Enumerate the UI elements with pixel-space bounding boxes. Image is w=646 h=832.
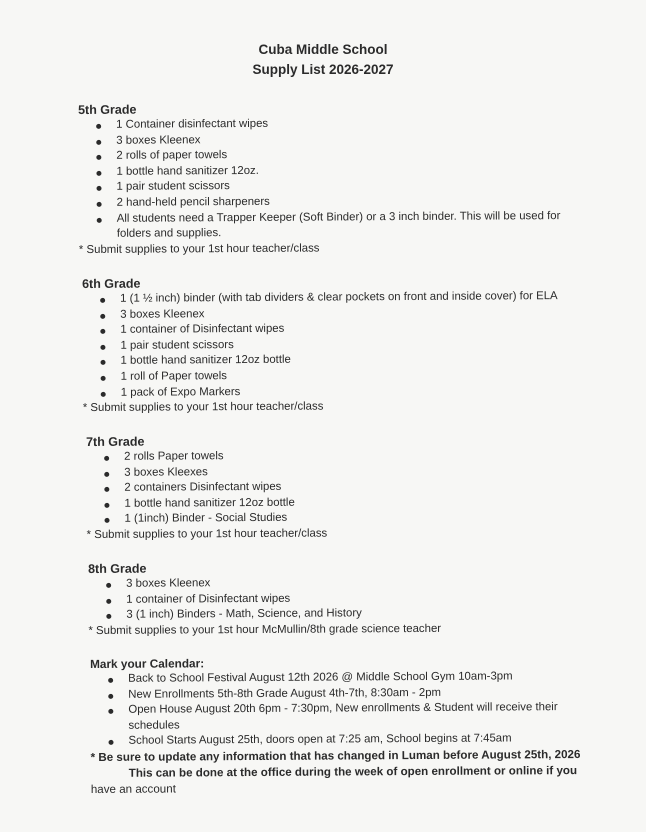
calendar-note-2: This can be done at the office during the week of open enrollment or online if you bbox=[128, 763, 578, 780]
list-item: School Starts August 25th, doors open at 7:25 am, School begins at 7:45am bbox=[90, 731, 600, 750]
list-item: 1 bottle hand sanitizer 12oz bottle bbox=[82, 351, 602, 370]
grade-6-note: * Submit supplies to your 1st hour teacher/class bbox=[82, 400, 324, 415]
bullet-icon bbox=[96, 155, 101, 160]
bullet-icon bbox=[97, 202, 102, 207]
list-item: 1 container of Disinfectant wipes bbox=[88, 590, 588, 609]
list-item: 1 pack of Expo Markers bbox=[83, 382, 603, 401]
list-item: 3 boxes Kleenex bbox=[82, 304, 602, 323]
school-name: Cuba Middle School bbox=[258, 42, 388, 57]
grade-7-heading: 7th Grade bbox=[86, 434, 145, 449]
list-item: 1 roll of Paper towels bbox=[83, 367, 603, 386]
grade-7-note: * Submit supplies to your 1st hour teacher/class bbox=[86, 527, 328, 541]
bullet-icon bbox=[100, 298, 105, 303]
grade-8-list bbox=[88, 574, 588, 624]
bullet-icon bbox=[104, 456, 109, 461]
list-item: 1 bottle hand sanitizer 12oz bottle bbox=[86, 494, 586, 513]
list-item: 3 boxes Kleenex bbox=[78, 130, 598, 149]
list-item: 1 pair student scissors bbox=[82, 336, 602, 355]
bullet-icon bbox=[96, 124, 101, 129]
list-item: 2 containers Disinfectant wipes bbox=[86, 478, 586, 497]
list-item: New Enrollments 5th-8th Grade August 4th-7th, 8:30am - 2pm bbox=[90, 684, 600, 703]
calendar-heading: Mark your Calendar: bbox=[90, 656, 205, 671]
bullet-icon bbox=[106, 614, 111, 619]
bullet-icon bbox=[108, 693, 113, 698]
list-item: 1 pair student scissors bbox=[78, 177, 598, 196]
bullet-icon bbox=[109, 740, 114, 745]
calendar-section bbox=[90, 653, 601, 798]
list-item: 1 bottle hand sanitizer 12oz. bbox=[78, 162, 598, 181]
bullet-icon bbox=[106, 583, 111, 588]
list-item: 3 boxes Kleexes bbox=[86, 463, 586, 482]
calendar-note-3: have an account bbox=[90, 782, 176, 796]
calendar-list bbox=[90, 669, 600, 750]
bullet-icon bbox=[104, 487, 109, 492]
grade-8-section bbox=[88, 558, 588, 639]
list-item: 1 (1 ½ inch) binder (with tab dividers & clear pockets on front and inside cover) for ELA bbox=[82, 289, 602, 308]
bullet-icon bbox=[96, 139, 101, 144]
list-item: Open House August 20th 6pm - 7:30pm, New enrollments & Student will receive their schedules bbox=[90, 700, 600, 734]
grade-5-heading: 5th Grade bbox=[78, 102, 137, 117]
bullet-icon bbox=[100, 329, 105, 334]
list-item: Back to School Festival August 12th 2026 @ Middle School Gym 10am-3pm bbox=[90, 669, 600, 688]
bullet-icon bbox=[96, 171, 101, 176]
bullet-icon bbox=[104, 471, 109, 476]
list-item: All students need a Trapper Keeper (Soft Binder) or a 3 inch binder. This will be used for folders and supplies. bbox=[79, 208, 599, 242]
list-item: 1 Container disinfectant wipes bbox=[78, 115, 598, 134]
bullet-icon bbox=[101, 391, 106, 396]
bullet-icon bbox=[100, 313, 105, 318]
bullet-icon bbox=[100, 345, 105, 350]
list-item: 3 boxes Kleenex bbox=[88, 574, 588, 593]
grade-8-heading: 8th Grade bbox=[88, 561, 147, 576]
page-title: Supply List 2026-2027 bbox=[252, 62, 394, 77]
bullet-icon bbox=[104, 503, 109, 508]
bullet-icon bbox=[101, 376, 106, 381]
list-item: 2 rolls of paper towels bbox=[78, 146, 598, 165]
grade-6-list bbox=[82, 289, 603, 401]
list-item: 3 (1 inch) Binders - Math, Science, and History bbox=[88, 605, 588, 624]
bullet-icon bbox=[101, 360, 106, 365]
grade-8-note: * Submit supplies to your 1st hour McMullin/8th grade science teacher bbox=[88, 622, 442, 637]
bullet-icon bbox=[97, 217, 102, 222]
bullet-icon bbox=[106, 598, 111, 603]
bullet-icon bbox=[97, 186, 102, 191]
bullet-icon bbox=[108, 709, 113, 714]
list-item: 2 hand-held pencil sharpeners bbox=[79, 193, 599, 212]
grade-5-note: * Submit supplies to your 1st hour teacher/class bbox=[78, 242, 320, 256]
calendar-note-1: * Be sure to update any information that has changed in Luman before August 25th, 2026 bbox=[90, 747, 581, 764]
bullet-icon bbox=[108, 678, 113, 683]
grade-6-heading: 6th Grade bbox=[82, 276, 141, 291]
grade-7-section bbox=[86, 431, 587, 544]
grade-6-section bbox=[82, 273, 603, 417]
list-item: 2 rolls Paper towels bbox=[86, 447, 586, 466]
bullet-icon bbox=[105, 518, 110, 523]
list-item: 1 container of Disinfectant wipes bbox=[82, 320, 602, 339]
list-item: 1 (1inch) Binder - Social Studies bbox=[86, 509, 586, 528]
grade-7-list bbox=[86, 447, 586, 528]
grade-5-list bbox=[78, 115, 599, 243]
grade-5-section bbox=[78, 99, 599, 259]
